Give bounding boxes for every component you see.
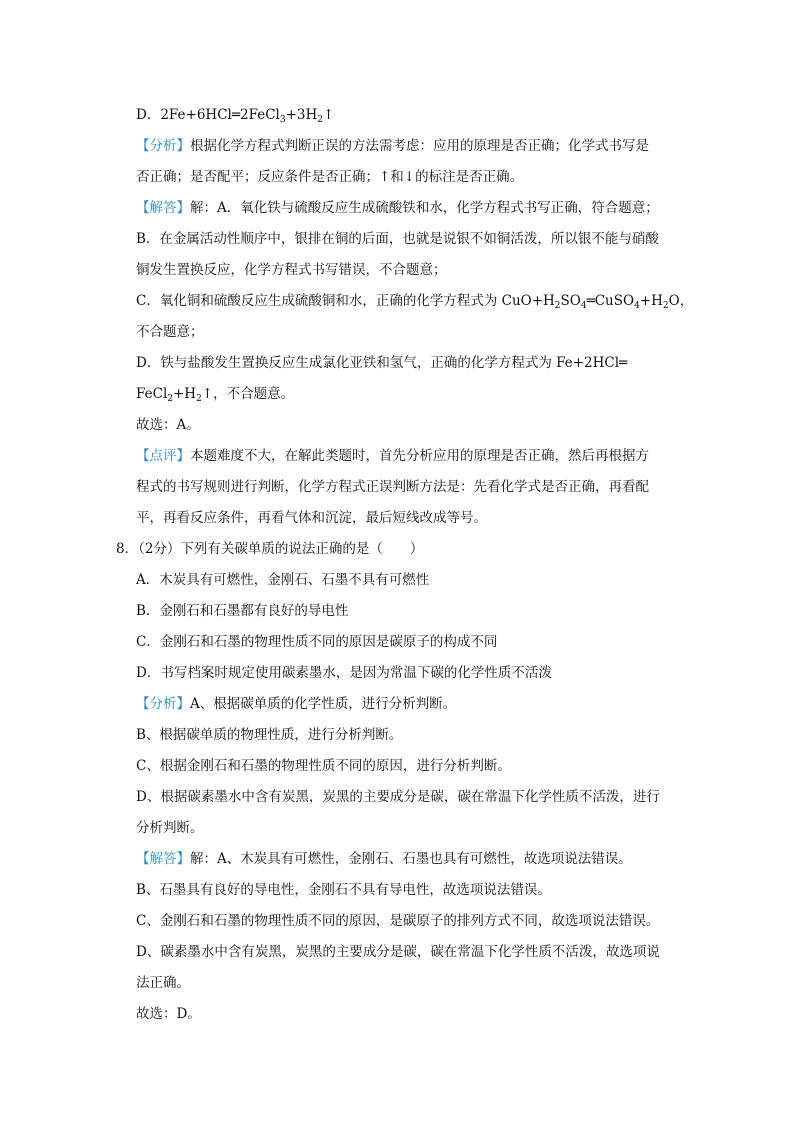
answer-line-d-cont — [136, 385, 294, 403]
answer-line-b-cont — [136, 261, 447, 279]
text-segment: ═ — [231, 107, 240, 123]
section-tag: 【点评】 — [136, 448, 190, 464]
text-segment: C、金刚石和石墨的物理性质不同的原因，是碳原子的排列方式不同，故选项说法错误。 — [136, 913, 660, 929]
text-segment: 根据化学方程式判断正误的方法需考虑：应用的原理是否正确；化学式书写是 — [190, 138, 649, 154]
text-segment: 本题难度不大，在解此类题时，首先分析应用的原理是否正确，然后再根据方 — [190, 448, 649, 464]
text-segment: 故选：D。 — [136, 1006, 201, 1022]
analysis-line-c — [136, 757, 511, 775]
text-segment: ↑ — [323, 107, 335, 123]
text-segment: SO — [560, 293, 581, 309]
answer-line-c — [136, 912, 659, 930]
text-segment: 解：A．氧化铁与硫酸反应生成硫酸铁和水，化学方程式书写正确，符合题意； — [190, 200, 659, 216]
text-segment: 8．（2分）下列有关碳单质的说法正确的是（ ） — [116, 541, 424, 557]
text-segment: +3H — [285, 107, 318, 123]
text-segment: 不合题意； — [136, 324, 204, 340]
answer-line-b — [136, 230, 659, 248]
question-8-option-a — [136, 571, 429, 589]
text-segment: 铜发生置换反应，化学方程式书写错误，不合题意； — [136, 262, 447, 278]
analysis-line-d-cont — [136, 819, 204, 837]
text-segment: D．2Fe+6HCl — [136, 107, 232, 123]
text-segment: B、石墨具有良好的导电性，金刚石不具有导电性，故选项说法错误。 — [136, 882, 551, 898]
subscript: 4 — [634, 301, 640, 311]
text-segment: 解：A、木炭具有可燃性，金刚石、石墨也具有可燃性，故选项说法错误。 — [190, 851, 632, 867]
text-segment: 故选：A。 — [136, 417, 200, 433]
text-segment: C．金刚石和石墨的物理性质不同的原因是碳原子的构成不同 — [136, 634, 498, 650]
text-segment: B．在金属活动性顺序中，银排在铜的后面，也就是说银不如铜活泼，所以银不能与硝酸 — [136, 231, 659, 247]
comment-line-cont — [136, 478, 649, 496]
subscript: 2 — [554, 301, 561, 311]
text-segment: D．铁与盐酸发生置换反应生成氯化亚铁和氢气，正确的化学方程式为 Fe+2HCl═ — [136, 355, 628, 371]
text-segment: +H — [639, 293, 663, 309]
answer-line-d-cont — [136, 974, 190, 992]
comment-line — [136, 447, 649, 465]
comment-line-cont — [136, 509, 487, 527]
answer-line-c-cont — [136, 323, 204, 341]
text-segment: 分析判断。 — [136, 820, 204, 836]
subscript: 4 — [580, 301, 587, 311]
text-segment: D、碳素墨水中含有炭黑，炭黑的主要成分是碳，碳在常温下化学性质不活泼，故选项说 — [136, 944, 660, 960]
text-segment: C．氧化铜和硫酸反应生成硫酸铜和水，正确的化学方程式为 CuO+H — [136, 293, 555, 309]
text-segment: B．金刚石和石墨都有良好的导电性 — [136, 603, 349, 619]
text-segment: D、根据碳素墨水中含有炭黑，炭黑的主要成分是碳，碳在常温下化学性质不活泼，进行 — [136, 789, 660, 805]
question-8-option-d — [136, 664, 552, 682]
answer-line — [136, 850, 632, 868]
analysis-line-d — [136, 788, 660, 806]
subscript: 2 — [196, 394, 202, 404]
text-segment: A．木炭具有可燃性，金刚石、石墨不具有可燃性 — [136, 572, 430, 588]
question-8-option-b — [136, 602, 348, 620]
analysis-line-b — [136, 726, 402, 744]
analysis-line — [136, 137, 649, 155]
text-segment: 程式的书写规则进行判断，化学方程式正误判断方法是：先看化学式是否正确，再看配 — [136, 479, 649, 495]
subscript: 2 — [317, 115, 324, 125]
text-segment: FeCl — [136, 386, 168, 402]
option-d-equation-line — [136, 106, 334, 124]
answer-line-b — [136, 881, 551, 899]
answer-choice — [136, 1005, 201, 1023]
text-segment: C、根据金刚石和石墨的物理性质不同的原因，进行分析判断。 — [136, 758, 511, 774]
text-segment: A、根据碳单质的化学性质，进行分析判断。 — [190, 696, 457, 712]
text-segment: O， — [668, 293, 694, 309]
text-segment: 平，再看反应条件，再看气体和沉淀，最后短线改成等号。 — [136, 510, 487, 526]
section-tag: 【解答】 — [136, 851, 190, 867]
answer-line — [136, 199, 659, 217]
question-8-stem — [116, 540, 423, 558]
answer-line-c — [136, 292, 693, 310]
text-segment: ↑，不合题意。 — [201, 386, 295, 402]
text-segment: ═CuSO — [586, 293, 635, 309]
section-tag: 【分析】 — [136, 138, 190, 154]
question-8-option-c — [136, 633, 497, 651]
analysis-line — [136, 695, 456, 713]
analysis-line-cont — [136, 168, 523, 186]
text-segment: B、根据碳单质的物理性质，进行分析判断。 — [136, 727, 403, 743]
text-segment: +H — [173, 386, 197, 402]
answer-line-d — [136, 943, 660, 961]
text-segment: 否正确；是否配平；反应条件是否正确；↑和↓的标注是否正确。 — [136, 169, 524, 185]
text-segment: 法正确。 — [136, 975, 190, 991]
answer-choice — [136, 416, 200, 434]
text-segment: 2FeCl — [240, 107, 280, 123]
subscript: 2 — [662, 301, 669, 311]
section-tag: 【分析】 — [136, 696, 190, 712]
subscript: 3 — [279, 115, 286, 125]
answer-line-d — [136, 354, 627, 372]
section-tag: 【解答】 — [136, 200, 190, 216]
subscript: 2 — [167, 394, 173, 404]
text-segment: D．书写档案时规定使用碳素墨水，是因为常温下碳的化学性质不活泼 — [136, 665, 552, 681]
